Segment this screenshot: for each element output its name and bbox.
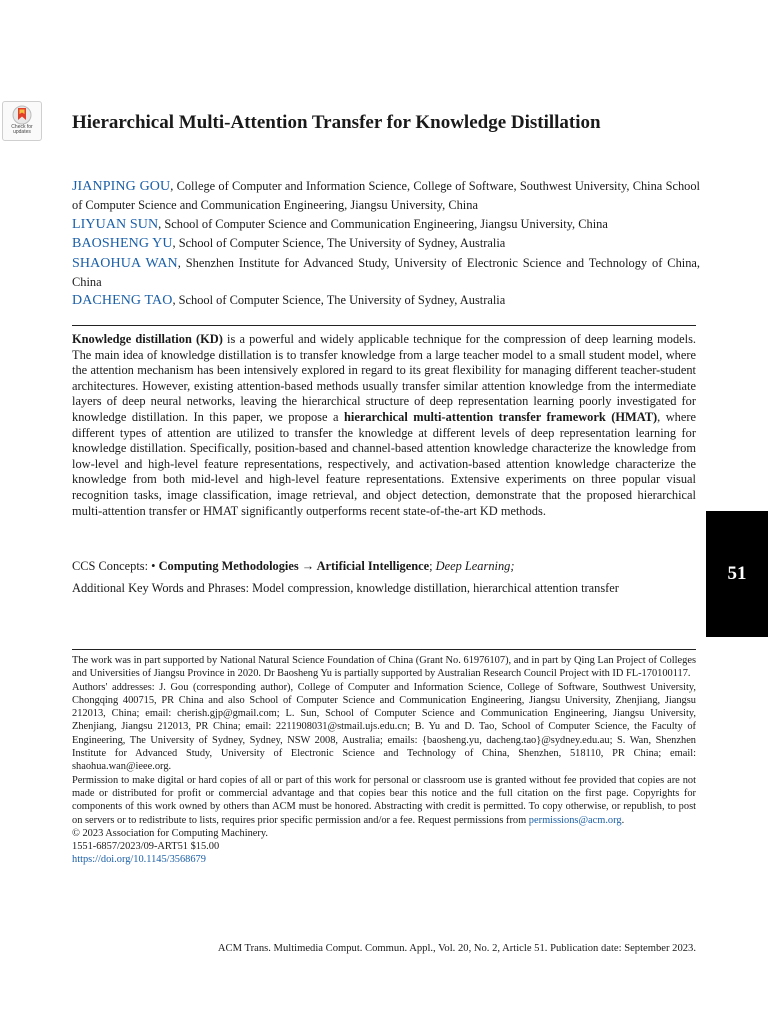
check-for-updates-badge[interactable] bbox=[2, 101, 42, 141]
journal-citation: ACM Trans. Multimedia Comput. Commun. Appl., Vol. 20, No. 2, Article 51. Publication date: September 2023. bbox=[217, 943, 696, 954]
permission-notice bbox=[72, 774, 696, 827]
author-affiliation: , College of Computer and Information Science, College of Software, Southwest University, China School of Computer Science and Communication Engineering, Jiangsu University, China bbox=[72, 179, 701, 213]
abstract-term-hmat: hierarchical multi-attention transfer framework (HMAT) bbox=[344, 409, 658, 424]
badge-line2: updates bbox=[13, 129, 31, 135]
copyright-line: © 2023 Association for Computing Machinery. bbox=[72, 827, 268, 839]
permission-end: . bbox=[621, 814, 625, 826]
abstract-text-part2: , where different types of attention are utilized to transfer the knowledge at different levels of deep representation learning for knowledge distillation. Specifically, position-based and channel-based attention knowledge characterize the knowledge from low-level and high-level feature representations, respectively, and activation-based attention knowledge characterize the knowledge from both mid-level and high-level feature representations. Extensive experiments on three popular visual recognition tasks, image classification, image retrieval, and object detection, demonstrate that the proposed hierarchical multi-attention transfer or HMAT significantly outperforms recent state-of-the-art KD methods. bbox=[72, 409, 696, 518]
bookmark-ribbon-icon bbox=[12, 105, 32, 125]
funding-note: The work was in part supported by National Natural Science Foundation of China (Grant No. 61976107), and in part by Qing Lan Project of Colleges and Universities of Jiangsu Province in 2020. Dr Baosheng Yu is partially supported by Australian Research Council Project with ID FL-170100117. bbox=[72, 655, 696, 680]
abstract bbox=[72, 332, 696, 519]
ccs-subcategory: Deep Learning; bbox=[435, 559, 515, 573]
author-name[interactable]: BAOSHENG YU bbox=[72, 236, 173, 252]
author-name[interactable]: DACHENG TAO bbox=[72, 293, 173, 309]
footnote-rule bbox=[72, 649, 696, 650]
ccs-separator: ; bbox=[429, 559, 436, 573]
ccs-bullet: • bbox=[151, 559, 159, 573]
author-entry bbox=[72, 177, 700, 215]
author-entry bbox=[72, 215, 700, 234]
author-entry bbox=[72, 291, 700, 310]
authors-addresses: Authors' addresses: J. Gou (corresponding author), College of Computer and Information Science, College of Software, Southwest University, Chongqing 400715, PR China and also School of Computer Science and Communication Engineering, Jiangsu University, Zhenjiang, Jiangsu 212013, China; email: cherish.gjp@gmail.com; L. Sun, School of Computer Science and Communication Engineering, Jiangsu University, Zhenjiang, Jiangsu 212013, PR China; email: 2211908031@stmail.ujs.edu.cn; B. Yu and D. Tao, School of Computer Science, the Faculty of Engineering, The University of Sydney, Sydney, NSW 2008, Australia; emails: {baosheng.yu, dacheng.tao}@sydney.edu.au; S. Wan, Shenzhen Institute for Advanced Study, University of Electronic Science and Technology of China, Shenzhen, 518110, PR China; email: shaohua.wan@ieee.org. bbox=[72, 681, 696, 773]
author-entry bbox=[72, 234, 700, 253]
author-affiliation: , School of Computer Science and Communication Engineering, Jiangsu University, China bbox=[158, 216, 608, 231]
author-entry bbox=[72, 254, 700, 292]
issn-line: 1551-6857/2023/09-ART51 $15.00 bbox=[72, 841, 220, 853]
author-affiliation: , School of Computer Science, The University of Sydney, Australia bbox=[172, 236, 506, 251]
doi-link[interactable]: https://doi.org/10.1145/3568679 bbox=[72, 854, 206, 866]
ccs-concepts bbox=[72, 558, 696, 574]
author-name[interactable]: SHAOHUA WAN bbox=[72, 255, 178, 271]
badge-line1: Check for bbox=[11, 124, 33, 130]
keywords: Additional Key Words and Phrases: Model compression, knowledge distillation, hierarchical attention transfer bbox=[72, 581, 619, 595]
author-name[interactable]: JIANPING GOU bbox=[72, 179, 171, 194]
author-name[interactable]: LIYUAN SUN bbox=[72, 216, 159, 232]
author-affiliation: , Shenzhen Institute for Advanced Study, University of Electronic Science and Technology of China, China bbox=[72, 255, 701, 290]
abstract-term-kd: Knowledge distillation (KD) bbox=[72, 332, 223, 346]
permission-text: Permission to make digital or hard copies of all or part of this work for personal or classroom use is granted without fee provided that copies are not made or distributed for profit or commercial advantage and that copies bear this notice and the full citation on the first page. Copyrights for components of this work owned by others than ACM must be honored. Abstracting with credit is permitted. To copy otherwise, or republish, to post on servers or to redistribute to lists, requires prior specific permission and/or a fee. Request permissions from bbox=[72, 774, 696, 826]
abstract-top-rule bbox=[72, 325, 696, 326]
paper-title: Hierarchical Multi-Attention Transfer for Knowledge Distillation bbox=[72, 112, 601, 133]
abstract-text-part1: is a powerful and widely applicable technique for the compression of deep learning models. The main idea of knowledge distillation is to transfer knowledge from a large teacher model to a small student model, where the attention mechanism has been intensively explored in regard to its great flexibility for managing different teacher-student architectures. However, existing attention-based methods usually transfer similar attention knowledge from the intermediate layers of deep neural networks, leaving the hierarchical structure of deep representation learning poorly investigated for knowledge distillation. In this paper, we propose a bbox=[72, 332, 697, 424]
ccs-category: Computing Methodologies → Artificial Intelligence bbox=[158, 559, 430, 573]
ccs-label: CCS Concepts: bbox=[72, 559, 152, 573]
article-number-tab: 51 bbox=[706, 511, 768, 637]
author-affiliation: , School of Computer Science, The University of Sydney, Australia bbox=[172, 293, 506, 308]
footnotes bbox=[72, 654, 696, 867]
permissions-email-link[interactable]: permissions@acm.org bbox=[528, 814, 622, 826]
author-list bbox=[72, 177, 700, 311]
